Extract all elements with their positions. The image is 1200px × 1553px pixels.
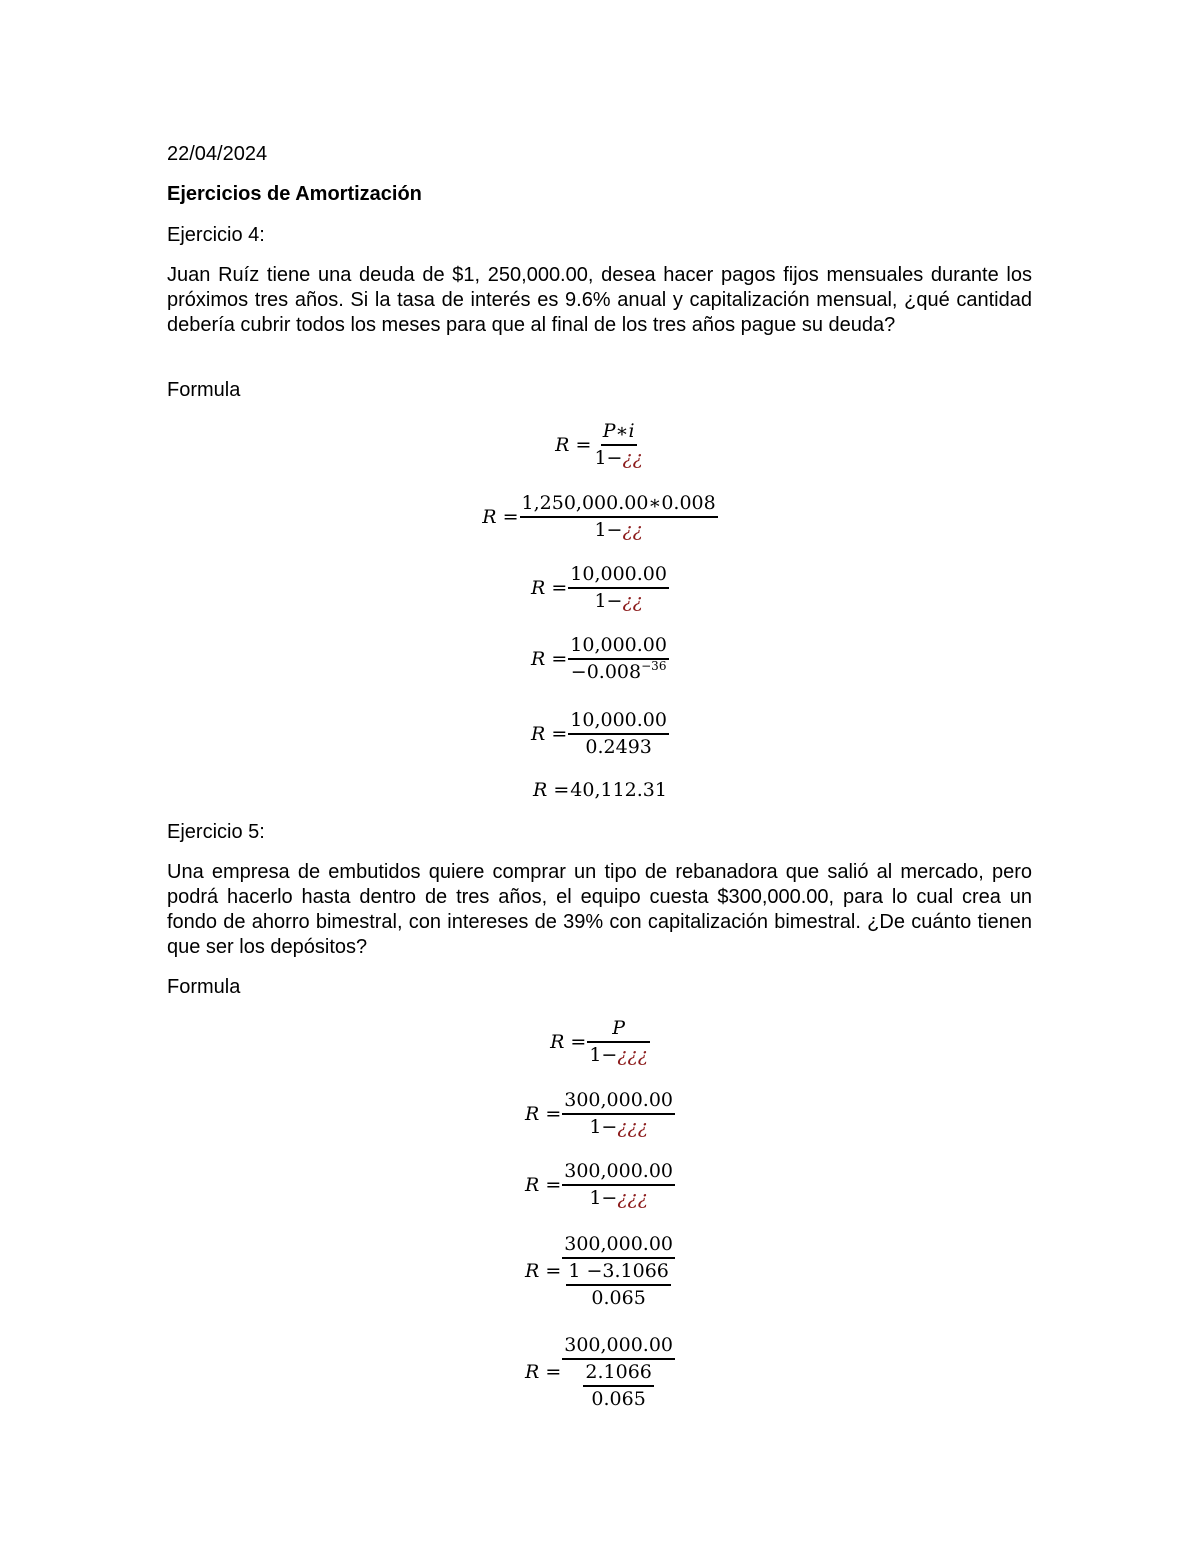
eq-numerator: 300,000.00 bbox=[562, 1159, 675, 1186]
equation-lhs: R = bbox=[550, 1031, 587, 1053]
eq-term: P bbox=[602, 420, 616, 442]
ex4-equation-3 bbox=[0, 558, 1200, 618]
ex5-equation-3 bbox=[0, 1155, 1200, 1215]
ex5-equation-2 bbox=[0, 1084, 1200, 1144]
eq-denominator: −0.008 bbox=[570, 661, 642, 683]
date: 22/04/2024 bbox=[167, 143, 268, 165]
eq-numerator: 10,000.00 bbox=[568, 708, 669, 735]
eq-term: 1− bbox=[589, 1116, 618, 1138]
eq-inner-denominator: 0.065 bbox=[591, 1387, 646, 1410]
eq-inner-numerator: 1 −3.1066 bbox=[566, 1259, 671, 1286]
exercise-4-label: Ejercicio 4: bbox=[167, 224, 265, 246]
exercise-4-problem: Juan Ruíz tiene una deuda de $1, 250,000.00, desea hacer pagos fijos mensuales durante los próximos tres años. Si la tasa de interés es 9.6% anual y capitalización mensual, ¿qué cantidad debería cubrir todos los meses para que al final de los tres años pague su deuda? bbox=[167, 264, 1032, 336]
unrendered-symbol: ¿¿ bbox=[622, 519, 643, 541]
eq-inner-numerator: 2.1066 bbox=[583, 1360, 653, 1387]
equation-lhs: R = bbox=[482, 506, 519, 528]
eq-term: i bbox=[628, 420, 635, 442]
ex4-equation-4 bbox=[0, 629, 1200, 689]
eq-term: 1− bbox=[594, 590, 623, 612]
eq-numerator: 300,000.00 bbox=[562, 1333, 675, 1360]
equation-lhs: R = bbox=[533, 779, 570, 801]
eq-term: 1− bbox=[589, 1044, 618, 1066]
eq-exponent: −36 bbox=[641, 659, 667, 673]
equation-lhs: R = bbox=[524, 1174, 562, 1196]
unrendered-symbol: ¿¿¿ bbox=[617, 1044, 648, 1066]
eq-result: 40,112.31 bbox=[570, 779, 667, 801]
exercise-5-formula-label: Formula bbox=[167, 976, 241, 998]
ex4-equation-2 bbox=[0, 487, 1200, 547]
ex5-equation-1 bbox=[0, 1012, 1200, 1072]
eq-numerator: 10,000.00 bbox=[568, 562, 669, 589]
unrendered-symbol: ¿¿ bbox=[622, 590, 643, 612]
eq-denominator: 0.2493 bbox=[585, 736, 652, 758]
eq-numerator: 10,000.00 bbox=[568, 633, 669, 660]
equation-lhs: R = bbox=[531, 723, 568, 745]
unrendered-symbol: ¿¿¿ bbox=[617, 1187, 648, 1209]
equation-lhs: R = bbox=[524, 1361, 562, 1383]
eq-numerator: 300,000.00 bbox=[562, 1088, 675, 1115]
eq-term: 1− bbox=[589, 1187, 618, 1209]
exercise-5-label: Ejercicio 5: bbox=[167, 821, 265, 843]
equation-lhs: R = bbox=[555, 434, 592, 456]
exercise-5-problem: Una empresa de embutidos quiere comprar un tipo de rebanadora que salió al mercado, pero podrá hacerlo hasta dentro de tres años, el equipo cuesta $300,000.00, para lo cual crea un fondo de ahorro bimestral, con intereses de 39% con capitalización bimestral. ¿De cuánto tienen que ser los depósitos? bbox=[167, 861, 1032, 958]
equation-lhs: R = bbox=[531, 577, 568, 599]
eq-term: 1− bbox=[594, 447, 623, 469]
unrendered-symbol: ¿¿¿ bbox=[617, 1116, 648, 1138]
equation-lhs: R = bbox=[531, 648, 568, 670]
eq-numerator: 1,250,000.00∗0.008 bbox=[520, 491, 718, 518]
ex4-equation-1 bbox=[0, 415, 1200, 475]
eq-numerator: P bbox=[587, 1016, 650, 1043]
eq-numerator: 300,000.00 bbox=[562, 1232, 675, 1259]
equation-lhs: R = bbox=[524, 1260, 562, 1282]
ex4-equation-5 bbox=[0, 704, 1200, 764]
eq-operator: ∗ bbox=[615, 420, 629, 442]
eq-inner-denominator: 0.065 bbox=[591, 1286, 646, 1309]
eq-term: 1− bbox=[594, 519, 623, 541]
equation-lhs: R = bbox=[524, 1103, 562, 1125]
ex4-equation-result bbox=[0, 776, 1200, 804]
ex5-equation-4 bbox=[0, 1226, 1200, 1316]
section-heading: Ejercicios de Amortización bbox=[167, 183, 422, 205]
ex5-equation-5 bbox=[0, 1327, 1200, 1417]
exercise-4-formula-label: Formula bbox=[167, 379, 241, 401]
unrendered-symbol: ¿¿ bbox=[622, 447, 643, 469]
